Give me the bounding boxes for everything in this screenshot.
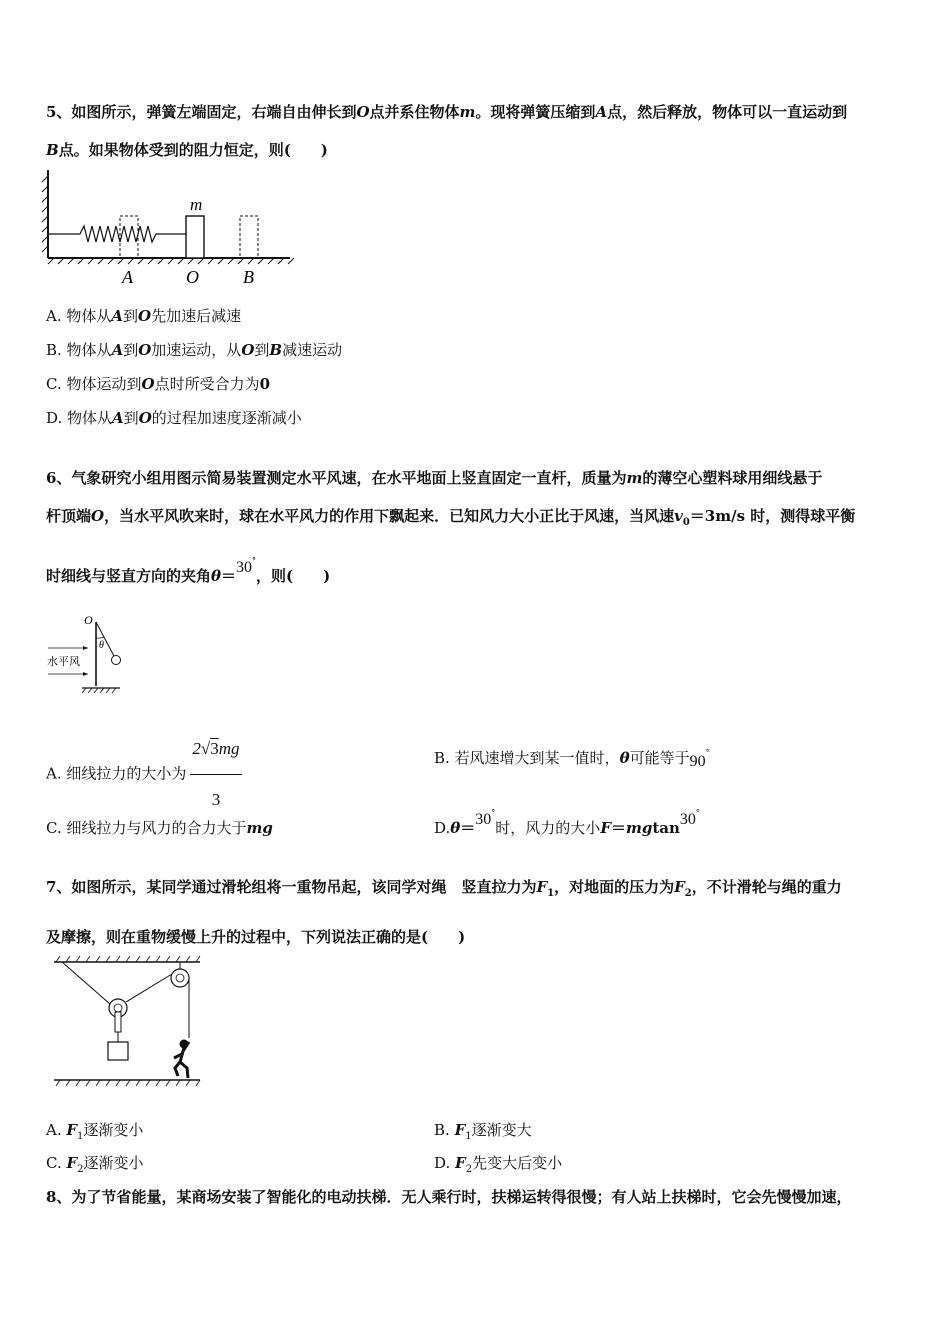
q6-option-c: C. 细线拉力与风力的合力大于mg bbox=[46, 819, 273, 837]
fig6-label-O: O bbox=[84, 613, 93, 627]
pulley-diagram bbox=[50, 954, 210, 1090]
q6-option-a: A. 细线拉力的大小为 $\frac{2√3mg}{3}$ bbox=[46, 726, 242, 772]
q7-option-a: A. $F_1$逐渐变小 bbox=[46, 1121, 144, 1142]
fraction: $\frac{2√3mg}{3}$ bbox=[190, 726, 241, 823]
q5-stem-line2: B点。如果物体受到的阻力恒定，则( ) bbox=[46, 141, 328, 159]
fig-label-B: B bbox=[243, 267, 254, 287]
q7-stem-line1: 7、如图所示，某同学通过滑轮组将一重物吊起，该同学对绳 竖直拉力为$F_1$，对地面的压力为$F_2$，不计滑轮与绳的重力 bbox=[46, 878, 842, 899]
q7-option-b: B. $F_1$逐渐变大 bbox=[434, 1121, 532, 1142]
fig-label-O: O bbox=[186, 267, 199, 287]
q6-stem-line1: 6、气象研究小组用图示简易装置测定水平风速，在水平地面上竖直固定一直杆，质量为m的薄空心塑料球用细线悬于 bbox=[46, 469, 823, 487]
fig6-label-wind: 水平风 bbox=[47, 655, 80, 668]
q6-option-d: D.θ＝30°时，风力的大小F＝mgtan30° bbox=[434, 808, 700, 837]
q7-stem-line2: 及摩擦，则在重物缓慢上升的过程中，下列说法正确的是( ) bbox=[46, 928, 466, 946]
wind-pole-diagram bbox=[44, 610, 134, 700]
q7-option-d: D. $F_2$先变大后变小 bbox=[434, 1154, 563, 1175]
q5-option-b: B. 物体从A到O加速运动，从O到B减速运动 bbox=[46, 341, 343, 359]
q6-stem-line3: 时细线与竖直方向的夹角θ＝30°，则( ) bbox=[46, 555, 331, 585]
q5-option-d: D. 物体从A到O的过程加速度逐渐减小 bbox=[46, 409, 302, 427]
fig-label-m: m bbox=[190, 195, 203, 214]
spring-block-diagram bbox=[40, 166, 300, 290]
fig-label-A: A bbox=[122, 267, 133, 287]
q5-option-a: A. 物体从A到O先加速后减速 bbox=[46, 307, 242, 325]
q5-option-c: C. 物体运动到O点时所受合力为0 bbox=[46, 375, 271, 393]
fig6-label-theta: θ bbox=[99, 640, 104, 651]
q6-stem-line2: 杆顶端O，当水平风吹来时，球在水平风力的作用下飘起来．已知风力大小正比于风速，当风速$v_0=3m/s$ 时，测得球平衡 bbox=[46, 507, 856, 528]
q5-stem-line1: 5、如图所示，弹簧左端固定，右端自由伸长到O点并系住物体m。现将弹簧压缩到A点，然后释放，物体可以一直运动到 bbox=[46, 103, 848, 121]
q8-stem-line1: 8、为了节省能量，某商场安装了智能化的电动扶梯．无人乘行时，扶梯运转得很慢；有人站上扶梯时，它会先慢慢加速， bbox=[46, 1188, 852, 1206]
q6-option-b: B. 若风速增大到某一值时，θ可能等于90° bbox=[434, 748, 710, 770]
q7-option-c: C. $F_2$逐渐变小 bbox=[46, 1154, 144, 1175]
